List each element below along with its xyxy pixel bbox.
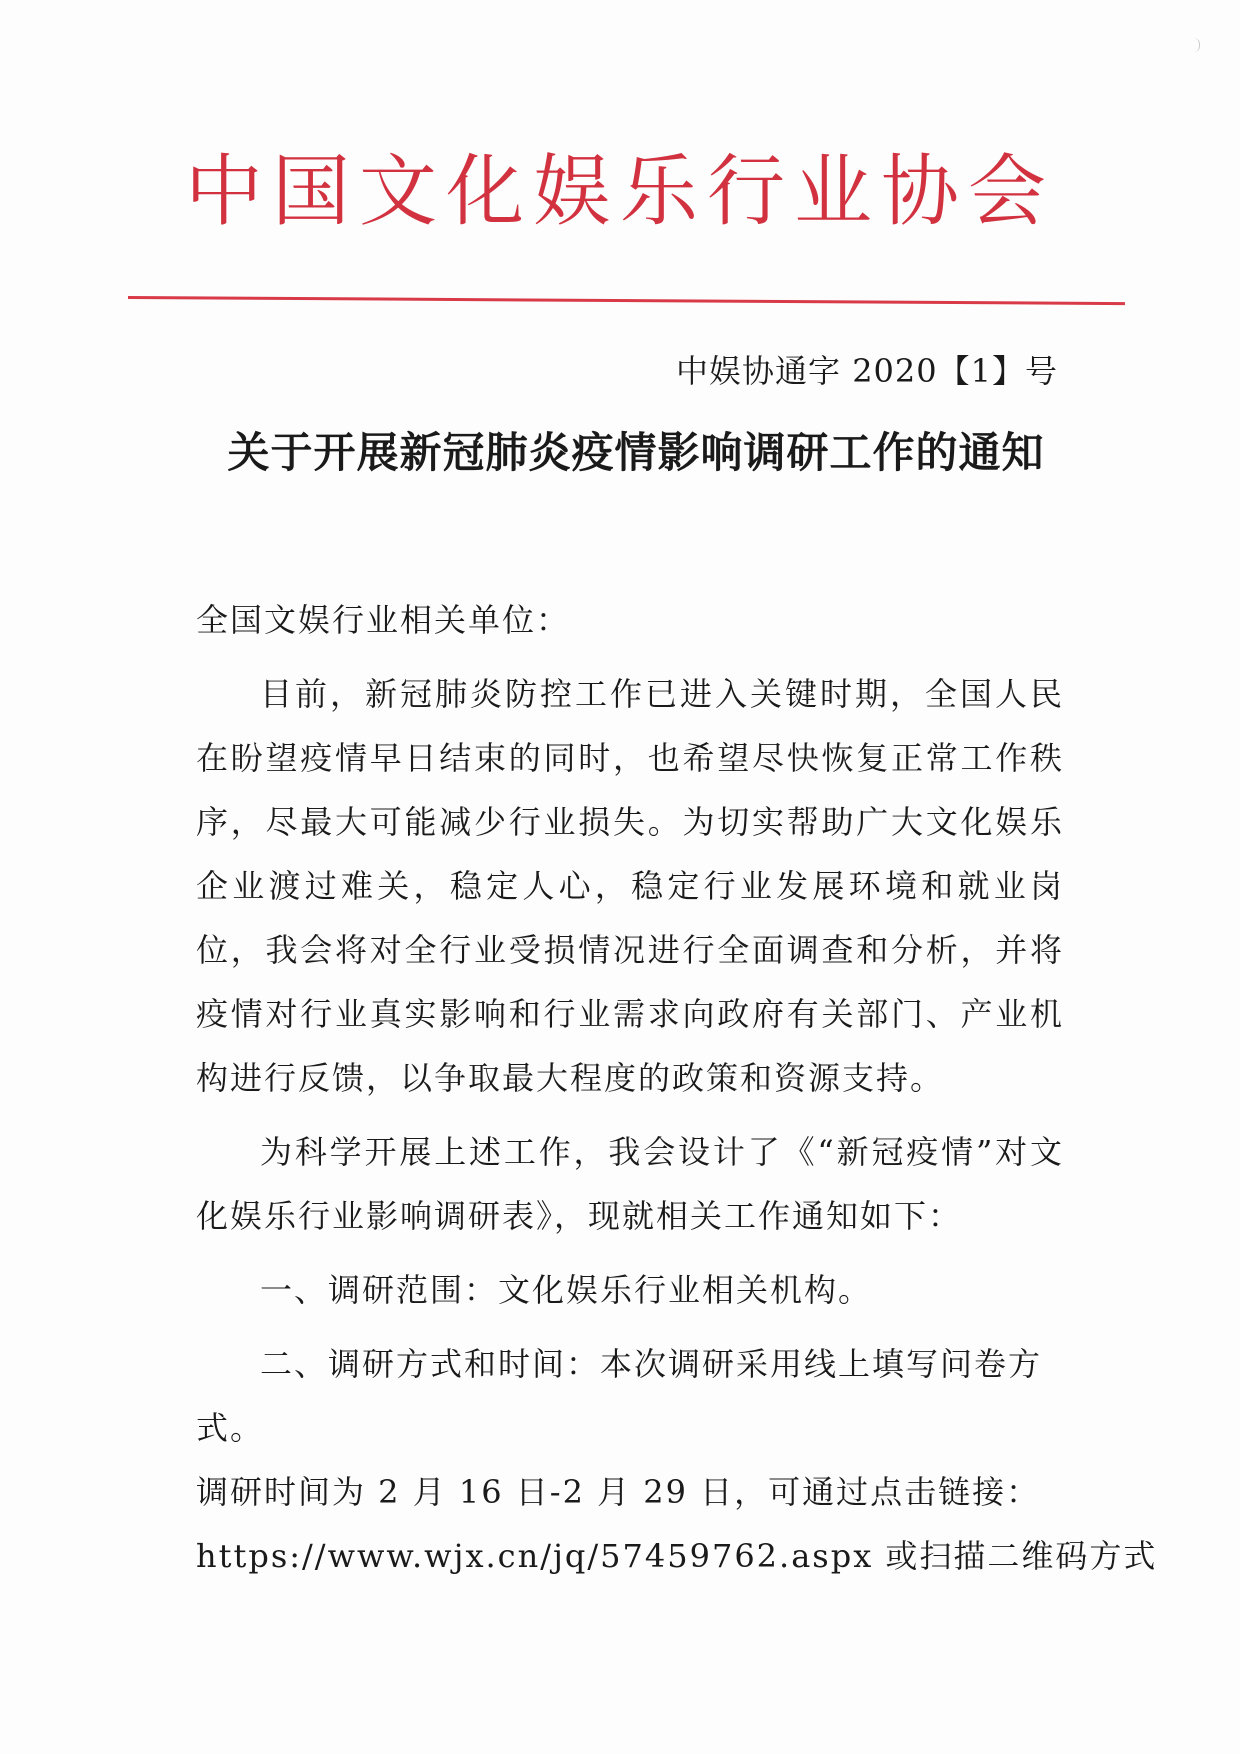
- survey-link-line: https://www.wjx.cn/jq/57459762.aspx 或扫描二维码方式: [196, 1537, 1158, 1575]
- paragraph-scope: 一、调研范围：文化娱乐行业相关机构。: [260, 1271, 873, 1309]
- survey-time-line: 调研时间为 2 月 16 日-2 月 29 日，可通过点击链接：: [196, 1473, 1041, 1511]
- org-letterhead-title: 中国文化娱乐行业协会: [184, 147, 1055, 237]
- paragraph-survey-intro: 为科学开展上述工作，我会设计了《“新冠疫情”对文化娱乐行业影响调研表》，现就相关工作通知如下：: [196, 1133, 1064, 1235]
- document-title: 关于开展新冠肺炎疫情影响调研工作的通知: [227, 428, 1045, 477]
- salutation: 全国文娱行业相关单位：: [196, 601, 571, 639]
- document-number: 中娱协通字 2020【1】号: [676, 352, 1058, 390]
- letterhead-red-rule: [128, 296, 1125, 305]
- paragraph-method: 二、调研方式和时间：本次调研采用线上填写问卷方式。: [196, 1345, 1043, 1447]
- paragraph-background: 目前，新冠肺炎防控工作已进入关键时期，全国人民在盼望疫情早日结束的同时，也希望尽快恢复正常工作秩序，尽最大可能减少行业损失。为切实帮助广大文化娱乐企业渡过难关，稳定人心，稳定行业发展环境和就业岗位，我会将对全行业受损情况进行全面调查和分析，并将疫情对行业真实影响和行业需求向政府有关部门、产业机构进行反馈，以争取最大程度的政策和资源支持。: [196, 675, 1064, 1097]
- scan-edge-mark: [1193, 38, 1200, 52]
- document-body: [196, 588, 1158, 1588]
